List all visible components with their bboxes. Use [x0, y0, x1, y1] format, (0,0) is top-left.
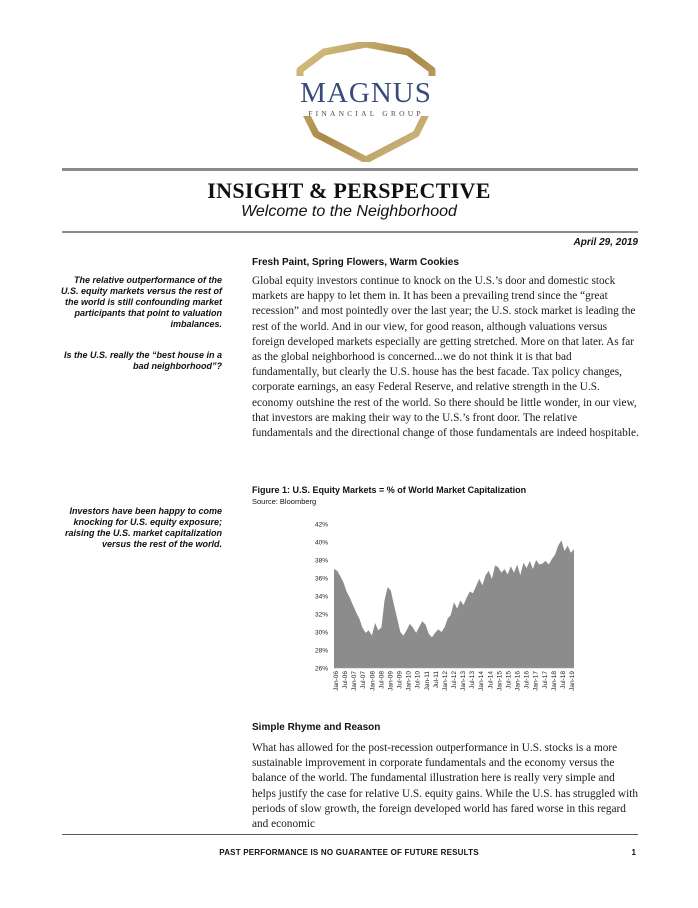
y-tick-label: 26%	[314, 665, 328, 673]
x-tick-label: Jul-07	[360, 671, 368, 689]
footer-disclaimer: PAST PERFORMANCE IS NO GUARANTEE OF FUTURE RESULTS	[219, 848, 479, 857]
y-tick-label: 42%	[314, 521, 328, 529]
y-tick-label: 28%	[314, 647, 328, 655]
logo-tagline: FINANCIAL GROUP	[308, 109, 424, 118]
area-series	[334, 540, 574, 668]
x-tick-label: Jan-11	[423, 671, 431, 691]
x-tick-label: Jul-08	[378, 671, 386, 689]
x-tick-label: Jan-16	[514, 671, 522, 691]
x-tick-label: Jul-16	[523, 671, 531, 689]
x-tick-label: Jan-19	[569, 671, 576, 691]
x-tick-label: Jul-13	[469, 671, 477, 689]
section-heading-1: Fresh Paint, Spring Flowers, Warm Cookies	[252, 257, 459, 268]
x-tick-label: Jan-06	[333, 671, 340, 691]
x-tick-label: Jan-18	[550, 671, 558, 691]
market-cap-area-chart	[252, 510, 582, 710]
figure-source: Source: Bloomberg	[252, 497, 317, 506]
page-number: 1	[631, 848, 636, 857]
header-divider-top	[62, 168, 638, 171]
section-body-2: What has allowed for the post-recession outperformance in U.S. stocks is a more sustainable improvement in corporate fundamentals and the economy versus the balance of the world. The fundamental illustration here is really very simple and helps justify the case for relative U.S. equity gains. While the U.S. has struggled with periods of slow growth, the foreign developed world has fared worse in this regard and economic	[252, 742, 639, 831]
y-tick-label: 32%	[314, 611, 328, 619]
sidebar-note-3: Investors have been happy to come knocking for U.S. equity exposure; raising the U.S. market capitalization versus the rest of the world.	[64, 506, 222, 549]
x-tick-label: Jan-07	[351, 671, 359, 691]
x-tick-label: Jan-09	[387, 671, 395, 691]
y-tick-label: 38%	[314, 557, 328, 565]
x-tick-label: Jan-15	[496, 671, 504, 691]
section-heading-2: Simple Rhyme and Reason	[252, 722, 381, 733]
section-body-1: Global equity investors continue to knock on the U.S.’s door and domestic stock markets are happy to let them in. It has been a prevailing trend since the “great recession” and most pointedly over the last year; the U.S. stock market is leading the rest of the world. And in our view, for good reason, although valuations versus foreign developed markets especially are getting stretched. More on that later. As far as the global neighborhood is concerned...we do not think it is that bad fundamentally, but clearly the U.S. house has the best facade. Tax policy changes, corporate earnings, an easy Federal Reserve, and relative strength in the U.S. economy outshine the rest of the world. So there should be little wonder, in our view, that investors are making their way to the U.S.’s front door. The relative fundamentals and the directional change of those fundamentals are indeed hospitable.	[252, 275, 639, 440]
x-tick-label: Jan-13	[460, 671, 468, 691]
x-tick-label: Jul-14	[487, 671, 495, 689]
y-tick-label: 40%	[314, 539, 328, 547]
company-logo	[286, 42, 446, 162]
shield-logo-icon	[286, 42, 446, 162]
x-tick-label: Jul-12	[451, 671, 458, 689]
header-divider-bottom	[62, 231, 638, 233]
x-tick-label: Jul-06	[342, 671, 350, 689]
sidebar-note-2: Is the U.S. really the “best house in a bad neighborhood”?	[63, 350, 222, 371]
x-tick-label: Jan-14	[478, 671, 486, 691]
x-tick-label: Jan-08	[369, 671, 377, 691]
publication-date: April 29, 2019	[573, 237, 638, 248]
y-tick-label: 36%	[314, 575, 328, 583]
x-tick-label: Jul-18	[559, 671, 567, 689]
sidebar-note-1: The relative outperformance of the U.S. equity markets versus the rest of the world is still confounding market participants that point to valuation imbalances.	[60, 275, 222, 329]
x-tick-label: Jan-10	[405, 671, 413, 691]
page-title: INSIGHT & PERSPECTIVE	[207, 178, 491, 203]
x-tick-label: Jul-17	[541, 671, 549, 689]
figure-title: Figure 1: U.S. Equity Markets = % of World Market Capitalization	[252, 485, 527, 495]
y-tick-label: 30%	[314, 629, 328, 637]
x-tick-label: Jul-10	[414, 671, 422, 689]
x-tick-label: Jul-15	[505, 671, 513, 689]
x-tick-label: Jul-09	[396, 671, 404, 689]
x-tick-label: Jul-11	[432, 671, 440, 689]
logo-name: MAGNUS	[300, 77, 432, 109]
x-tick-label: Jan-12	[441, 671, 449, 691]
footer-divider	[62, 834, 638, 835]
y-tick-label: 34%	[314, 593, 328, 601]
page-subtitle: Welcome to the Neighborhood	[241, 203, 457, 220]
x-tick-label: Jan-17	[532, 671, 540, 691]
